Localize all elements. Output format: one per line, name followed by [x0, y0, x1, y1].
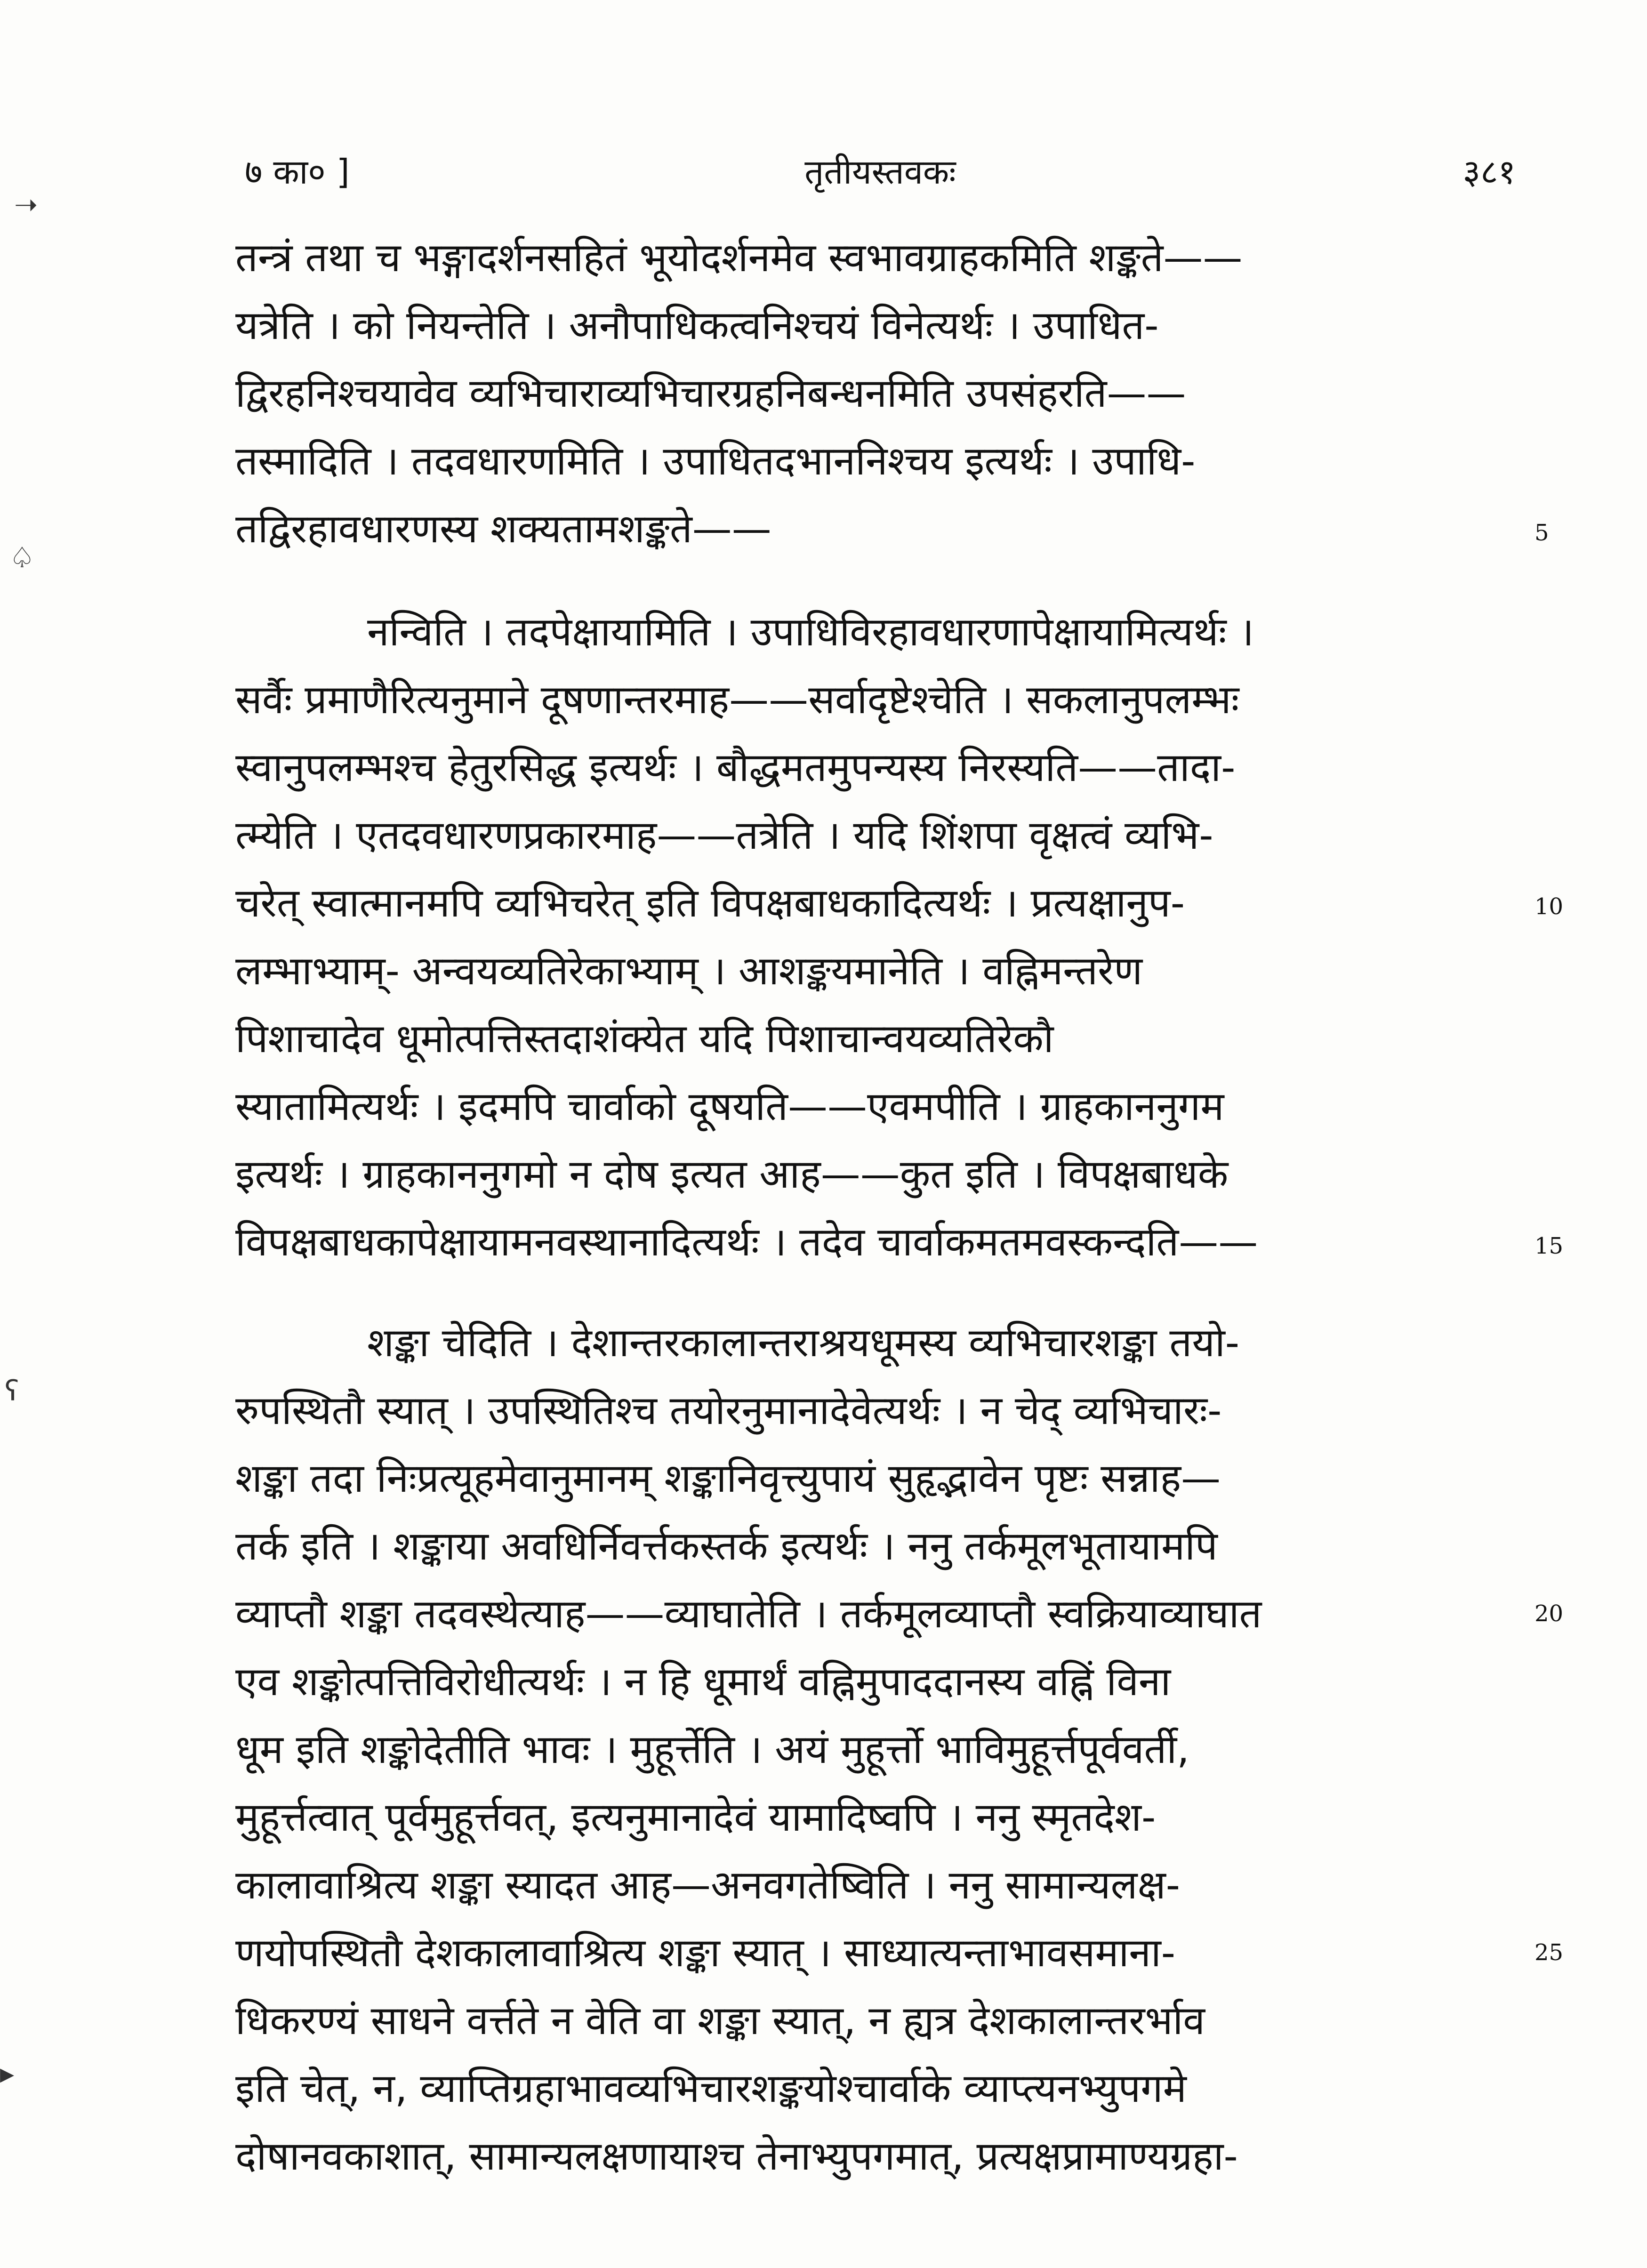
text-line: धूम इति शङ्कोदेतीति भावः । मुहूर्त्तेति । अयं मुहूर्त्तो भाविमुहूर्त्तपूर्ववर्ती,	[235, 1726, 1189, 1772]
paragraph-3	[235, 1309, 1520, 2190]
line-number: 25	[1535, 1939, 1564, 1966]
paragraph-1	[235, 224, 1520, 563]
text-line: तन्त्रं तथा च भङ्गादर्शनसहितं भूयोदर्शनमेव स्वभावग्राहकमिति शङ्कते——	[235, 234, 1243, 281]
text-line: मुहूर्त्तत्वात् पूर्वमुहूर्त्तवत्, इत्यनुमानादेवं यामादिष्वपि । ननु स्मृतदेश-	[235, 1794, 1156, 1840]
text-line: तद्विरहावधारणस्य शक्यतामशङ्कते——	[235, 506, 771, 552]
page-number: ३८१	[1462, 152, 1516, 192]
text-line: विपक्षबाधकापेक्षायामनवस्थानादित्यर्थः । तदेव चार्वाकमतमवस्कन्दति——	[235, 1219, 1258, 1265]
text-line: इति चेत्, न, व्याप्तिग्रहाभावव्यभिचारशङ्कयोश्चार्वाके व्याप्त्यनभ्युपगमे	[235, 2065, 1187, 2111]
text-line: सर्वैः प्रमाणैरित्यनुमाने दूषणान्तरमाह——सर्वादृष्टेश्चेति । सकलानुपलम्भः	[235, 676, 1239, 723]
text-line: त्म्येति । एतदवधारणप्रकारमाह——तत्रेति । यदि शिंशपा वृक्षत्वं व्यभि-	[235, 812, 1213, 858]
text-line: यत्रेति । को नियन्तेति । अनौपाधिकत्वनिश्चयं विनेत्यर्थः । उपाधित-	[235, 302, 1159, 348]
text-line: णयोपस्थितौ देशकालावाश्रित्य शङ्का स्यात् । साध्यात्यन्ताभावसमाना-	[235, 1930, 1176, 1976]
line-number: 20	[1535, 1600, 1564, 1627]
text-line: इत्यर्थः । ग्राहकाननुगमो न दोष इत्यत आह——कुत इति । विपक्षबाधके	[235, 1151, 1229, 1197]
scan-mark: ▸	[0, 2057, 15, 2090]
text-line: व्याप्तौ शङ्का तदवस्थेत्याह——व्याघातेति । तर्कमूलव्याप्तौ स्वक्रियाव्याघात	[235, 1591, 1262, 1637]
text-line: स्वानुपलम्भश्च हेतुरसिद्ध इत्यर्थः । बौद्धमतमुपन्यस्य निरस्यति——तादा-	[235, 744, 1236, 790]
text-line: तर्क इति । शङ्काया अवधिर्निवर्त्तकस्तर्क इत्यर्थः । ननु तर्कमूलभूतायामपि	[235, 1523, 1218, 1569]
text-line: द्विरहनिश्चयावेव व्यभिचाराव्यभिचारग्रहनिबन्धनमिति उपसंहरति——	[235, 370, 1186, 416]
text-line: दोषानवकाशात्, सामान्यलक्षणायाश्च तेनाभ्युपगमात्, प्रत्यक्षप्रामाण्यग्रहा-	[235, 2133, 1238, 2179]
text-line: चरेत् स्वात्मानमपि व्यभिचरेत् इति विपक्षबाधकादित्यर्थः । प्रत्यक्षानुप-	[235, 880, 1185, 926]
text-line: शङ्का तदा निःप्रत्यूहमेवानुमानम् शङ्कानिवृत्त्युपायं सुहृद्भावेन पृष्टः सन्नाह—	[235, 1455, 1221, 1501]
text-line: पिशाचादेव धूमोत्पत्तिस्तदाशंक्येत यदि पिशाचान्वयव्यतिरेकौ	[235, 1015, 1054, 1062]
text-line: शङ्का चेदिति । देशान्तरकालान्तराश्रयधूमस्य व्यभिचारशङ्का तयो-	[367, 1319, 1240, 1366]
scan-mark: ♤	[9, 541, 35, 574]
line-number: 15	[1535, 1233, 1564, 1259]
text-line: स्यातामित्यर्थः । इदमपि चार्वाको दूषयति——एवमपीति । ग्राहकाननुगम	[235, 1083, 1224, 1129]
line-number: 10	[1535, 893, 1564, 920]
paragraph-2	[235, 598, 1520, 1276]
scan-mark: ʕ	[5, 1375, 19, 1407]
running-header	[245, 141, 1516, 202]
text-line: धिकरण्यं साधने वर्त्तते न वेति वा शङ्का स्यात्, न ह्यत्र देशकालान्तरर्भाव	[235, 1997, 1205, 2043]
line-number: 5	[1535, 520, 1549, 546]
header-chapter-ref: ७ का० ]	[245, 152, 350, 192]
header-title: तृतीयस्तवकः	[804, 152, 956, 192]
text-line: कालावाश्रित्य शङ्का स्यादत आह—अनवगतेष्विति । ननु सामान्यलक्ष-	[235, 1862, 1181, 1908]
text-line: नन्विति । तदपेक्षायामिति । उपाधिविरहावधारणापेक्षायामित्यर्थः ।	[367, 609, 1254, 655]
text-line: रुपस्थितौ स्यात् । उपस्थितिश्च तयोरनुमानादेवेत्यर्थः । न चेद् व्यभिचारः-	[235, 1387, 1222, 1433]
text-line: एव शङ्कोत्पत्तिविरोधीत्यर्थः । न हि धूमार्थं वह्निमुपाददानस्य वह्निं विना	[235, 1658, 1171, 1705]
text-line: तस्मादिति । तदवधारणमिति । उपाधितदभाननिश्चय इत्यर्थः । उपाधि-	[235, 438, 1196, 484]
text-line: लम्भाभ्याम्- अन्वयव्यतिरेकाभ्याम् । आशङ्कयमानेति । वह्निमन्तरेण	[235, 948, 1143, 994]
scan-mark: ➝	[14, 188, 38, 221]
